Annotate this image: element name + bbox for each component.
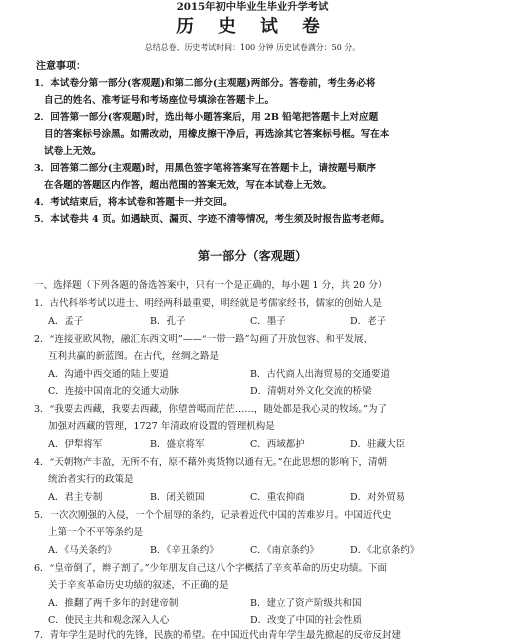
question-stem: 5．一次次刚强的入侵，一个个屈辱的条约，记录着近代中国的苦难岁月。中国近代史 (34, 510, 392, 521)
option-a: A．君主专制 (48, 492, 103, 503)
part-title: 第一部分（客观题） (197, 249, 308, 263)
question-stem: 加强对西藏的管理，1727 年清政府设置的管理机构是 (48, 421, 275, 432)
question-stem: 1．古代科举考试以进士、明经两科最重要，明经就是考儒家经书，儒家的创始人是 (34, 298, 383, 309)
option-d: D．对外贸易 (350, 492, 406, 503)
exam-title: 2015年初中毕业生毕业升学考试 (176, 1, 329, 13)
question-stem: 2．“连接亚欧风物，融汇东西文明”——“一带一路”勾画了开放包容、和平发展、 (34, 334, 373, 345)
question-stem: 7．青年学生是时代的先锋，民族的希望。在中国近代由青年学生最先掀起的反帝反封建 (34, 630, 402, 641)
option-b: B．古代商人出海贸易的交通要道 (250, 369, 390, 380)
note-line: 1．本试卷分第一部分(客观题)和第二部分(主观题)两部分。答卷前，考生务必将 (34, 78, 376, 89)
question-stem: 3．“我要去西藏，我要去西藏，你望普噶而茫茫……，随处都是我心灵的牧场。”为了 (34, 404, 388, 415)
note-line: 5．本试卷共 4 页。如遇缺页、漏页、字迹不清等情况，考生须及时报告监考老师。 (34, 214, 390, 225)
option-a: A．孟子 (48, 316, 84, 327)
question-stem: 互利共赢的新蓝图。在古代，丝绸之路是 (48, 351, 220, 362)
exam-meta: 总结总卷、历史考试时间：100 分钟 历史试卷满分：50 分。 (144, 43, 361, 52)
option-c: C．使民主共和观念深入人心 (48, 615, 170, 626)
note-line: 在各题的答题区内作答，超出范围的答案无效，写在本试卷上无效。 (44, 180, 332, 191)
option-a: A．推翻了两千多年的封建帝制 (48, 598, 179, 609)
question-stem: 上第一个不平等条约是 (48, 527, 144, 538)
option-c: C．连接中国南北的交通大动脉 (48, 386, 179, 397)
option-d: D．清朝对外文化交流的桥梁 (250, 386, 372, 397)
note-line: 2．回答第一部分(客观题)时，选出每小题答案后，用 2B 铅笔把答题卡上对应题 (34, 112, 379, 123)
option-d: D．改变了中国的社会性质 (250, 615, 363, 626)
question-stem: 6．“皇帝倒了，辫子割了。”少年朋友自己这八个字概括了辛亥革命的历史功绩。下面 (34, 563, 388, 574)
option-b: B．孔子 (150, 316, 186, 327)
question-stem: 4．“天朝物产丰盈，无所不有，原不藉外夷货物以通有无。”在此思想的影响下，清朝 (34, 457, 388, 468)
option-a: A．伊犁将军 (48, 439, 103, 450)
note-line: 目的答案标号涂黑。如需改动，用橡皮擦干净后，再选涂其它答案标号框。写在本 (44, 129, 390, 140)
option-c: C．《南京条约》 (250, 545, 320, 556)
option-c: C．西域都护 (250, 439, 305, 450)
option-b: B．闭关锁国 (150, 492, 205, 503)
notes-heading: 注意事项： (36, 61, 86, 72)
option-d: D．驻藏大臣 (350, 439, 406, 450)
question-stem: 关于辛亥革命历史功绩的叙述，不正确的是 (48, 580, 229, 591)
option-b: B．盛京将军 (150, 439, 205, 450)
option-a: A．沟通中西交通的陆上要道 (48, 369, 169, 380)
option-c: C．墨子 (250, 316, 286, 327)
subject-title: 历 史 试 卷 (176, 16, 329, 37)
option-d: D．老子 (350, 316, 387, 327)
note-line: 试卷上无效。 (44, 146, 102, 157)
note-line: 4．考试结束后，将本试卷和答题卡一并交回。 (34, 197, 233, 208)
option-b: B．《辛丑条约》 (150, 545, 219, 556)
question-stem: 统治者实行的政策是 (48, 474, 134, 485)
note-line: 3．回答第二部分(主观题)时，用黑色签字笔将答案写在答题卡上，请按题号顺序 (34, 163, 376, 174)
note-line: 自己的姓名、准考证号和考场座位号填涂在答题卡上。 (44, 95, 275, 106)
option-c: C．重农抑商 (250, 492, 305, 503)
option-b: B．建立了资产阶级共和国 (250, 598, 362, 609)
section-instructions: 一、选择题（下列各题的备选答案中，只有一个是正确的，每小题 1 分，共 20 分） (34, 280, 388, 291)
option-a: A．《马关条约》 (48, 545, 117, 556)
option-d: D．《北京条约》 (350, 545, 420, 556)
